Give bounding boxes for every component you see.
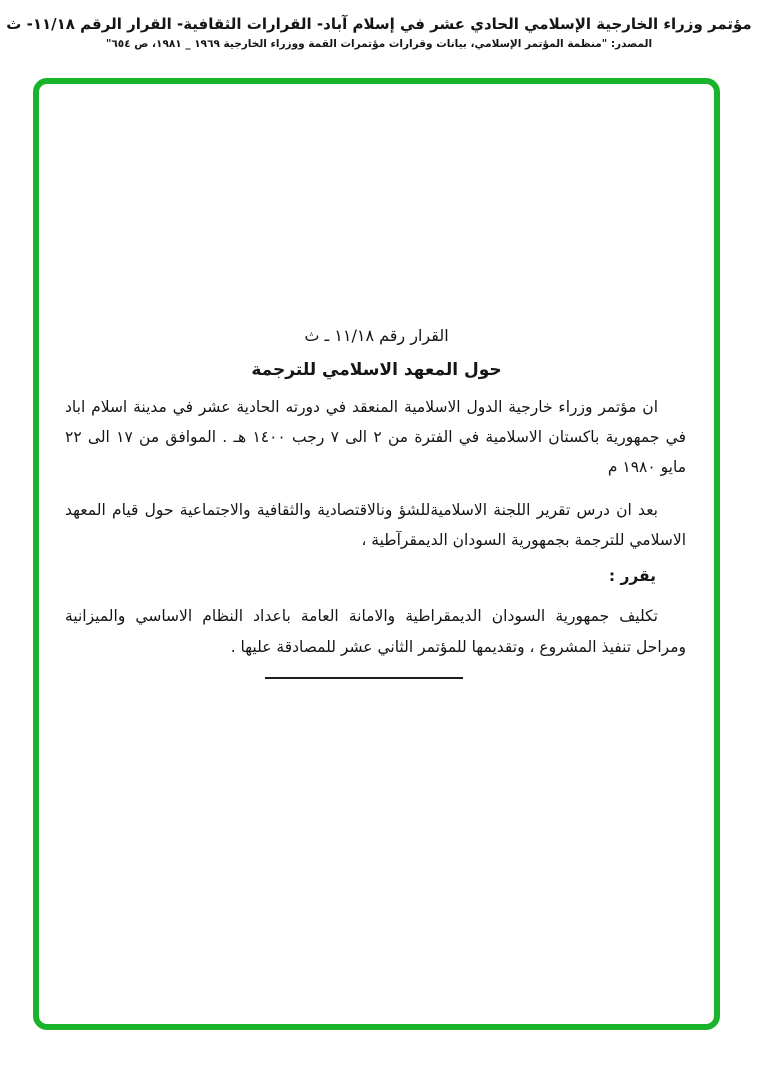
resolution-number-title: القرار رقم ١١/١٨ ـ ث [304, 326, 449, 345]
paragraph-resolution-text: تكليف جمهورية السودان الديمقراطية والامانة العامة باعداد النظام الاساسي والميزانية ومراحل تنفيذ المشروع ، وتقديمها للمؤتمر الثاني عشر للمصادقة عليها . [65, 607, 686, 656]
page-header [0, 14, 758, 50]
resolution-subject-title: حول المعهد الاسلامي للترجمة [251, 360, 502, 380]
paragraph-preamble: ان مؤتمر وزراء خارجية الدول الاسلامية المنعقد في دورته الحادية عشر في مدينة اسلام اباد في جمهورية باكستان الاسلامية في الفترة من ٢ الى ٧ رجب ١٤٠٠ هـ . الموافق من ١٧ الى ٢٢ مايو ١٩٨٠ م [65, 398, 686, 477]
green-border-frame [33, 78, 720, 1030]
header-source-citation: المصدر: "منظمة المؤتمر الإسلامي، بيانات وقرارات مؤتمرات القمة ووزراء الخارجية ١٩٦٩ _ ١٩٨١، ص ٦٥٤" [105, 38, 653, 50]
resolution-body [65, 392, 686, 662]
paragraph-committee-report: بعد ان درس تقرير اللجنة الاسلاميةللشؤ ونالاقتصادية والثقافية والاجتماعية حول قيام المعهد الاسلامي للترجمة بجمهورية السودان الديمقرآطية ، [65, 500, 686, 549]
paragraph-decides-label: يقرر : [608, 567, 656, 586]
separator-line [265, 677, 463, 679]
header-conference-title: مؤتمر وزراء الخارجية الإسلامي الحادي عشر في إسلام آباد- القرارات الثقافية- القرار الرقم ١١/١٨- ث [6, 15, 752, 33]
